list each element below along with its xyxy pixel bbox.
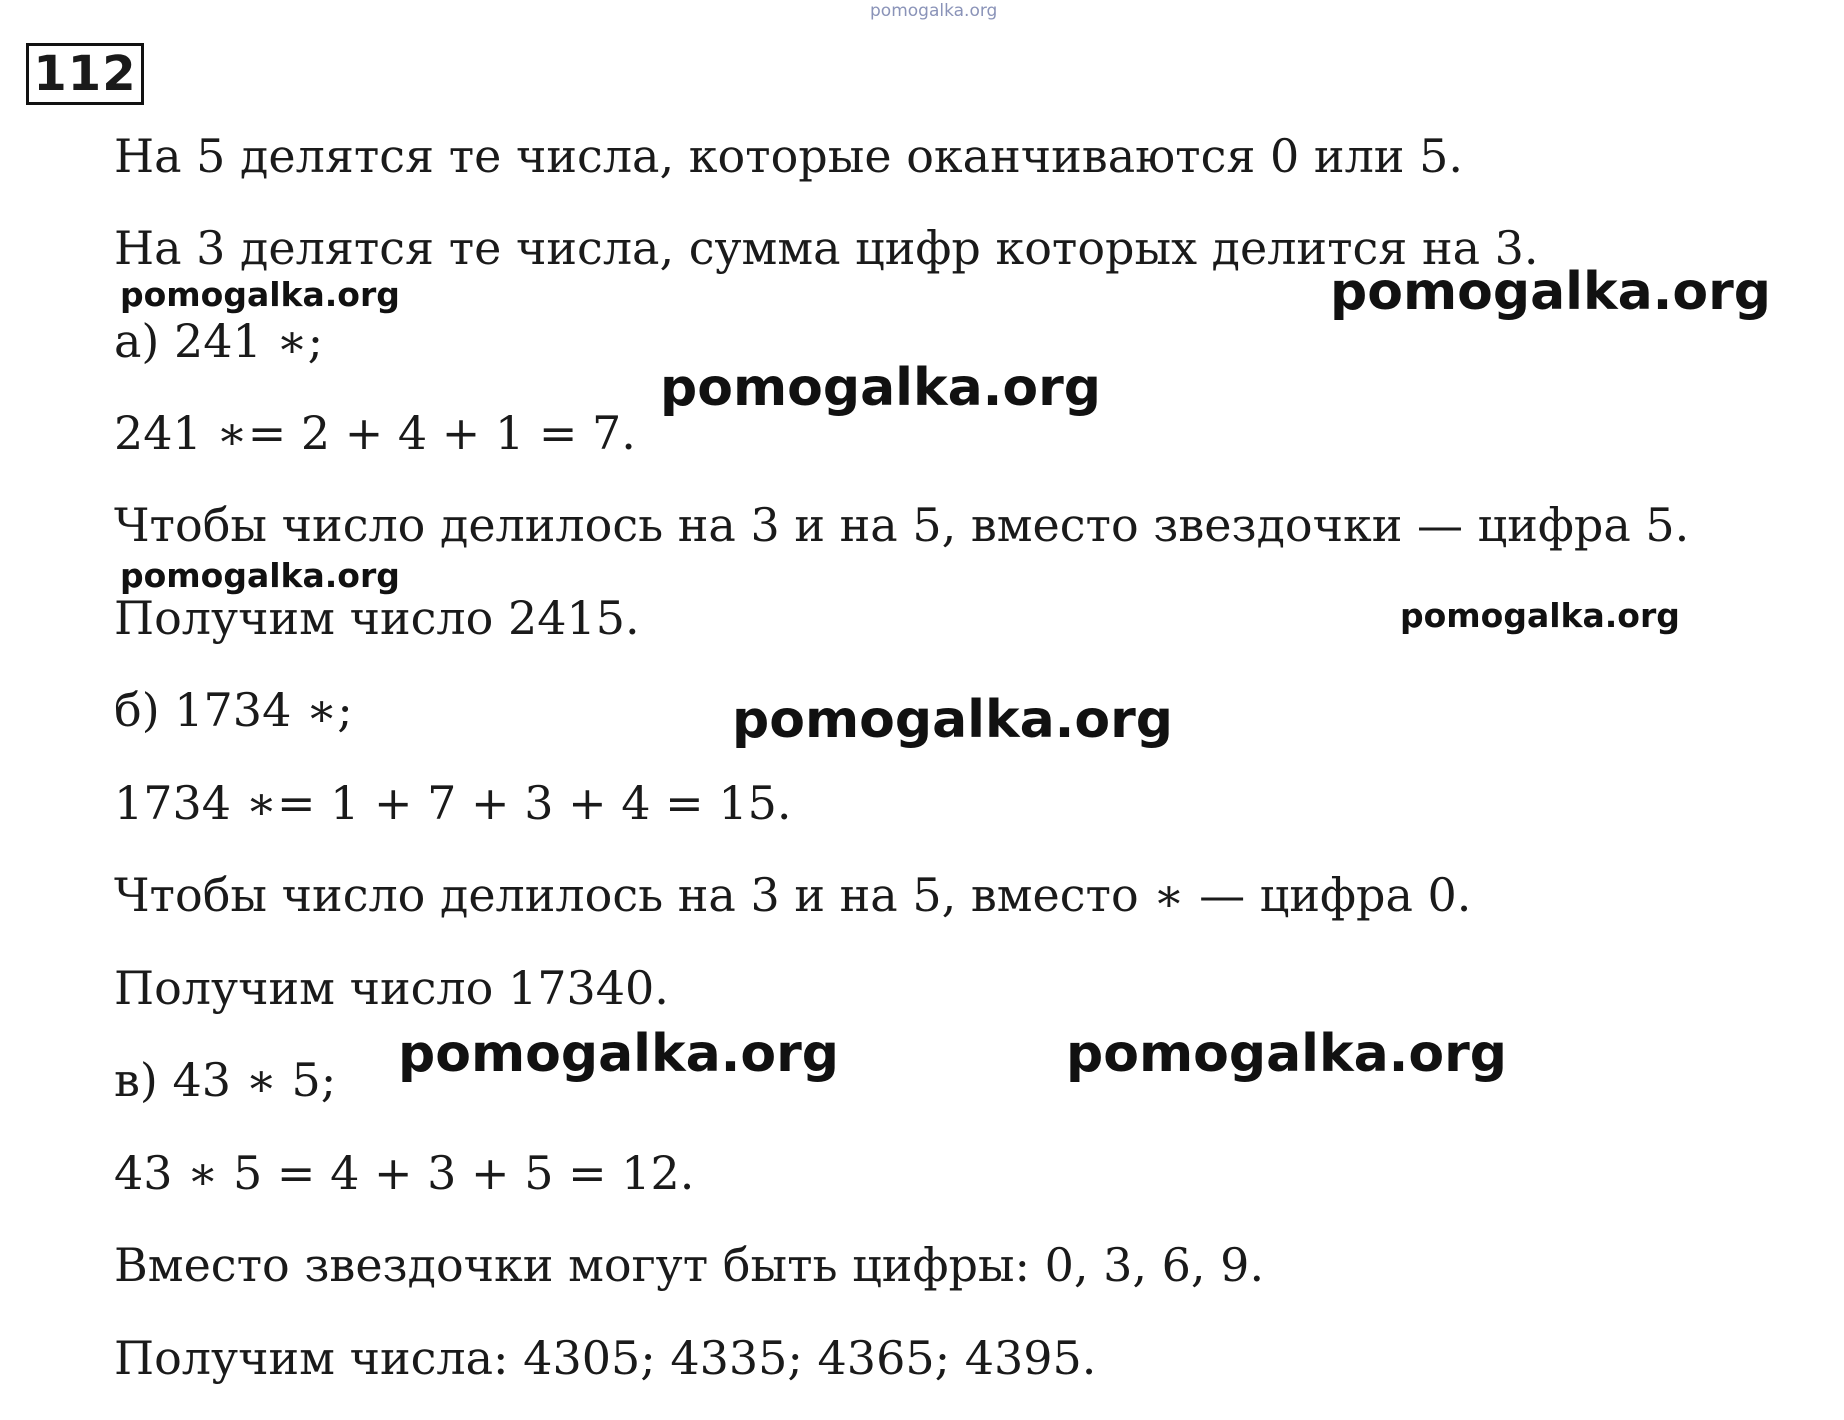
rule-divisible-by-3: На 3 делятся те числа, сумма цифр которых делится на 3. (114, 221, 1539, 275)
problem-number-box: 112 (26, 43, 144, 105)
part-b-answer: Получим число 17340. (114, 961, 669, 1015)
watermark-text: pomogalka.org (732, 690, 1174, 750)
part-b-digit-sum: 1734 ∗= 1 + 7 + 3 + 4 = 15. (114, 776, 792, 830)
part-c-reasoning: Вместо звездочки могут быть цифры: 0, 3, 6, 9. (114, 1238, 1265, 1292)
part-b-reasoning: Чтобы число делилось на 3 и на 5, вместо ∗ — цифра 0. (114, 868, 1472, 922)
watermark-text: pomogalka.org (398, 1024, 840, 1084)
part-c-heading: в) 43 ∗ 5; (114, 1053, 337, 1107)
watermark-text: pomogalka.org (120, 556, 400, 595)
part-a-reasoning: Чтобы число делилось на 3 и на 5, вместо звездочки — цифра 5. (114, 498, 1690, 552)
watermark-text: pomogalka.org (1330, 262, 1772, 322)
watermark-text: pomogalka.org (120, 275, 400, 314)
watermark-text: pomogalka.org (1400, 596, 1680, 635)
part-c-answer: Получим числа: 4305; 4335; 4365; 4395. (114, 1331, 1097, 1385)
part-b-heading: б) 1734 ∗; (114, 683, 353, 737)
rule-divisible-by-5: На 5 делятся те числа, которые оканчиваются 0 или 5. (114, 129, 1463, 183)
watermark-text: pomogalka.org (1066, 1024, 1508, 1084)
part-a-heading: а) 241 ∗; (114, 314, 324, 368)
part-c-digit-sum: 43 ∗ 5 = 4 + 3 + 5 = 12. (114, 1146, 695, 1200)
watermark-text: pomogalka.org (660, 358, 1102, 418)
part-a-answer: Получим число 2415. (114, 591, 640, 645)
part-a-digit-sum: 241 ∗= 2 + 4 + 1 = 7. (114, 406, 636, 460)
watermark-text: pomogalka.org (870, 1, 998, 21)
